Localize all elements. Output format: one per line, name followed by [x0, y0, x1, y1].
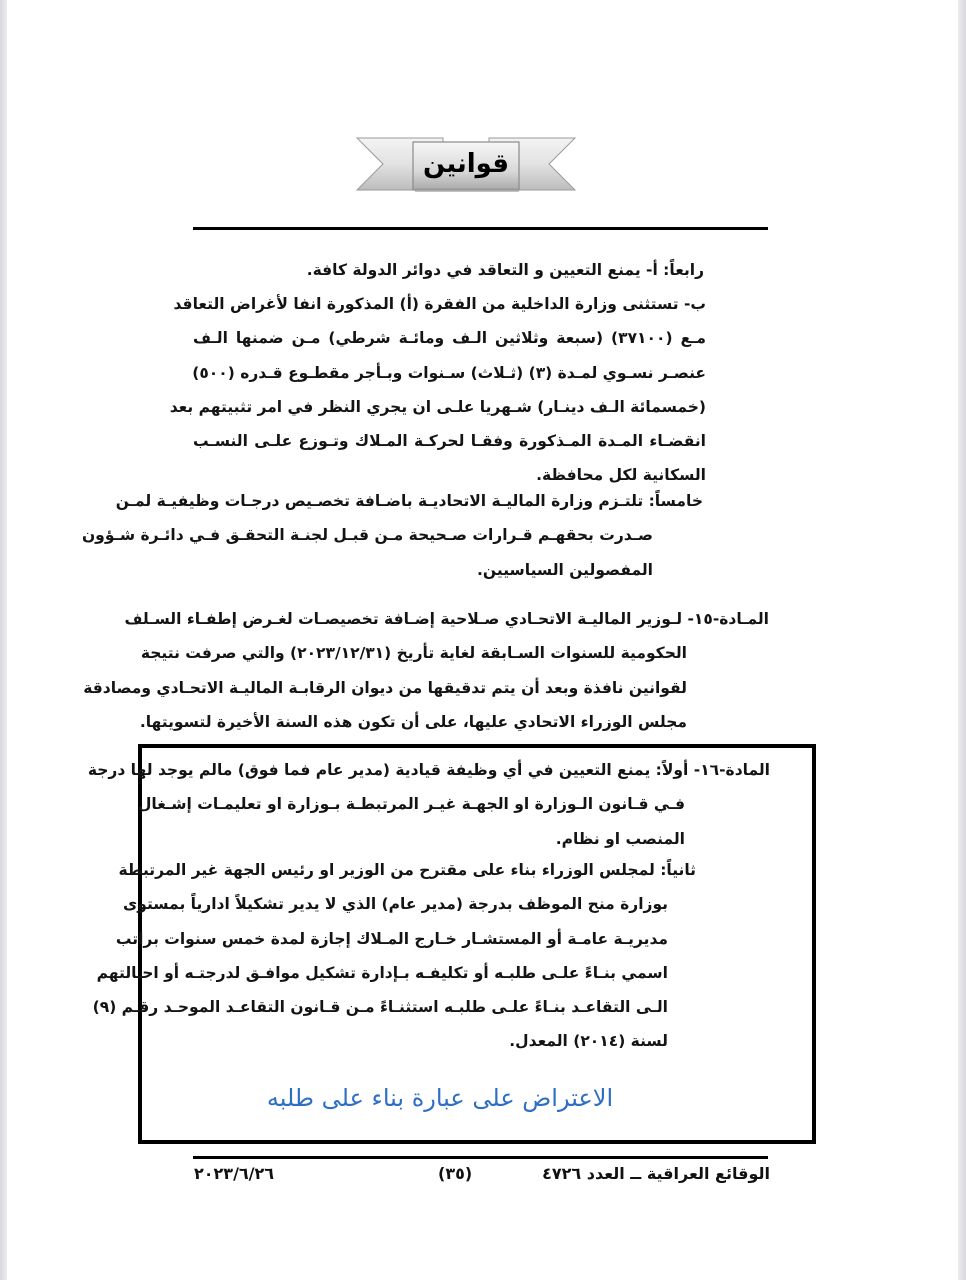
text-line: فـي قـانون الـوزارة او الجهـة غيـر المرتبطـة بـوزارة او تعليمـات إشـغال	[137, 795, 685, 814]
text-line: انقضـاء المـدة المـذكورة وفقـا لحركـة المـلاك وتـوزع علـى النسـب	[193, 432, 706, 451]
text-line: مديريـة عامـة أو المستشـار خـارج المـلاك إجازة لمدة خمس سنوات براتب	[115, 929, 668, 948]
text-line: ثانياً: لمجلس الوزراء بناء على مقترح من الوزير او رئيس الجهة غير المرتبطة	[118, 861, 696, 879]
clause-four-b	[169, 287, 706, 493]
page-edge-left	[0, 0, 7, 1280]
handwritten-annotation: الاعتراض على عبارة بناء على طلبه	[266, 1084, 614, 1112]
text-line: المـادة-١٥- لـوزير الماليـة الاتحـادي صـلاحية إضـافة تخصيصـات لغـرض إطفـاء السـلف	[124, 610, 769, 628]
text-line: المفصولين السياسيين.	[477, 560, 653, 579]
text-line: مـع (٣٧١٠٠) (سبعة وثلاثين الـف ومائـة شرطي) مـن ضمنها الـف	[193, 329, 706, 348]
header-divider	[193, 227, 768, 230]
text-line: لسنة (٢٠١٤) المعدل.	[509, 1032, 668, 1051]
text-line: مجلس الوزراء الاتحادي عليها، على أن تكون هذه السنة الأخيرة لتسويتها.	[139, 712, 687, 731]
footer-page-number: (٣٥)	[438, 1164, 473, 1183]
section-title: قوانين	[423, 149, 510, 179]
text-line: (خمسمائة الـف دينـار) شـهريا علـى ان يجري النظر في امر تثبيتهم بعد	[169, 397, 706, 416]
page-edge-right	[958, 0, 966, 1280]
text-line: الـى التقاعـد بنـاءً علـى طلبـه استثنـاءً مـن قـانون التقاعـد الموحـد رقـم (٩)	[92, 998, 668, 1017]
footer-date: ٢٠٢٣/٦/٢٦	[194, 1164, 275, 1183]
text-line: المادة-١٦- أولاً: يمنع التعيين في أي وظيفة قيادية (مدير عام فما فوق) مالم يوجد لها درجة	[87, 761, 770, 779]
text-line: السكانية لكل محافظة.	[536, 466, 706, 485]
text-line: اسمي بنـاءً علـى طلبـه أو تكليفـه بـإدارة تشكيل موافـق لدرجتـه أو احـالتهم	[96, 963, 668, 982]
text-line: خامساً: تلتـزم وزارة الماليـة الاتحاديـة باضـافة تخصـيص درجـات وظيفيـة لمـن	[115, 492, 703, 510]
article-16-second	[92, 853, 696, 1059]
article-15	[83, 602, 769, 739]
text-line: لقوانين نافذة وبعد أن يتم تدقيقها من ديوان الرقابـة الماليـة الاتحـادي ومصادقة	[83, 678, 687, 697]
article-16-first	[87, 753, 770, 856]
footer-publication: الوقائع العراقية ــ العدد ٤٧٢٦	[542, 1164, 770, 1183]
clause-four-a	[306, 253, 704, 287]
text-line: الحكومية للسنوات السـابقة لغاية تأريخ (٢٠٢٣/١٢/٣١) والتي صرفت نتيجة	[140, 644, 687, 663]
text-line: رابعاً: أ- يمنع التعيين و التعاقد في دوائر الدولة كافة.	[306, 261, 704, 279]
text-line: عنصـر نسـوي لمـدة (٣) (ثـلاث) سـنوات وبـأجر مقطـوع قـدره (٥٠٠)	[192, 363, 706, 382]
text-line: ب- تستثنى وزارة الداخلية من الفقرة (أ) المذكورة انفا لأغراض التعاقد	[173, 295, 706, 313]
clause-five	[81, 484, 703, 587]
section-banner	[355, 128, 577, 200]
text-line: صـدرت بحقهـم قـرارات صـحيحة مـن قبـل لجنـة التحقـق فـي دائـرة شـؤون	[81, 526, 653, 545]
text-line: المنصب او نظام.	[555, 829, 685, 848]
footer-divider	[193, 1156, 768, 1159]
text-line: بوزارة منح الموظف بدرجة (مدير عام) الذي لا يدير تشكيلاً ادارياً بمستوى	[123, 895, 668, 914]
